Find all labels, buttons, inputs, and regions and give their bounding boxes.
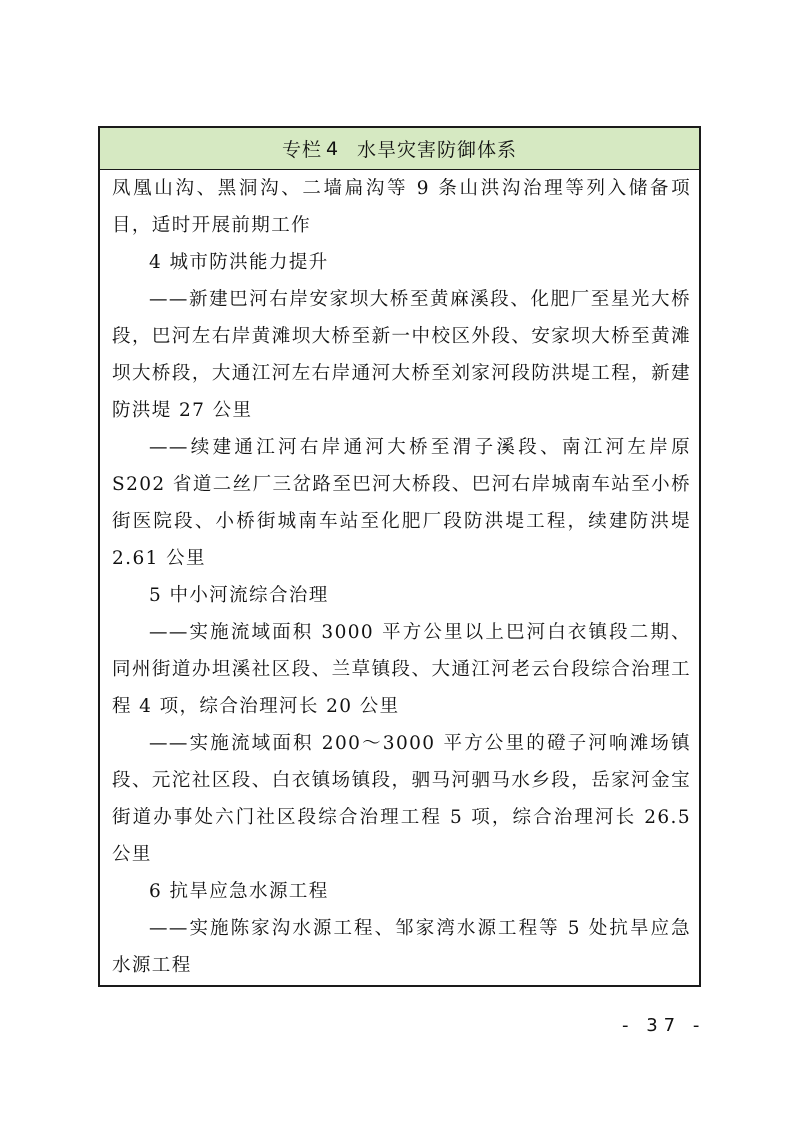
column-title: 水旱灾害防御体系 (357, 139, 518, 161)
paragraph-water-source: ——实施陈家沟水源工程、邹家湾水源工程等 5 处抗旱应急水源工程 (112, 918, 691, 976)
section-heading-river-management: 5 中小河流综合治理 (149, 585, 329, 606)
paragraph-continuation: 凤凰山沟、黑洞沟、二墙扁沟等 9 条山洪沟治理等列入储备项目，适时开展前期工作 (112, 178, 691, 236)
page-number: - 37 - (622, 1015, 706, 1036)
paragraph-continued-levee: ——续建通江河右岸通河大桥至渭子溪段、南江河左岸原 S202 省道二丝厂三岔路至巴河大桥段、巴河右岸城南车站至小桥街医院段、小桥街城南车站至化肥厂段防洪堤工程，续建防洪堤 2.61 公里 (112, 437, 691, 569)
column-body (100, 170, 699, 984)
column-number: 4 (325, 137, 340, 160)
paragraph-new-levee: ——新建巴河右岸安家坝大桥至黄麻溪段、化肥厂至星光大桥段，巴河左右岸黄滩坝大桥至新一中校区外段、安家坝大桥至黄滩坝大桥段，大通江河左右岸通河大桥至刘家河段防洪堤工程，新建防洪堤 27 公里 (112, 289, 691, 421)
column-header (100, 128, 699, 170)
paragraph-medium-basin: ——实施流域面积 200～3000 平方公里的磴子河响滩场镇段、元沱社区段、白衣镇场镇段，驷马河驷马水乡段，岳家河金宝街道办事处六门社区段综合治理工程 5 项，综合治理河长 26.5 公里 (112, 733, 691, 865)
paragraph-large-basin: ——实施流域面积 3000 平方公里以上巴河白衣镇段二期、同州街道办坦溪社区段、兰草镇段、大通江河老云台段综合治理工程 4 项，综合治理河长 20 公里 (112, 622, 691, 717)
section-heading-flood-control: 4 城市防洪能力提升 (149, 252, 329, 273)
column-box (98, 126, 701, 987)
section-heading-drought-water-source: 6 抗旱应急水源工程 (149, 881, 329, 902)
column-label: 专栏 (281, 139, 322, 161)
